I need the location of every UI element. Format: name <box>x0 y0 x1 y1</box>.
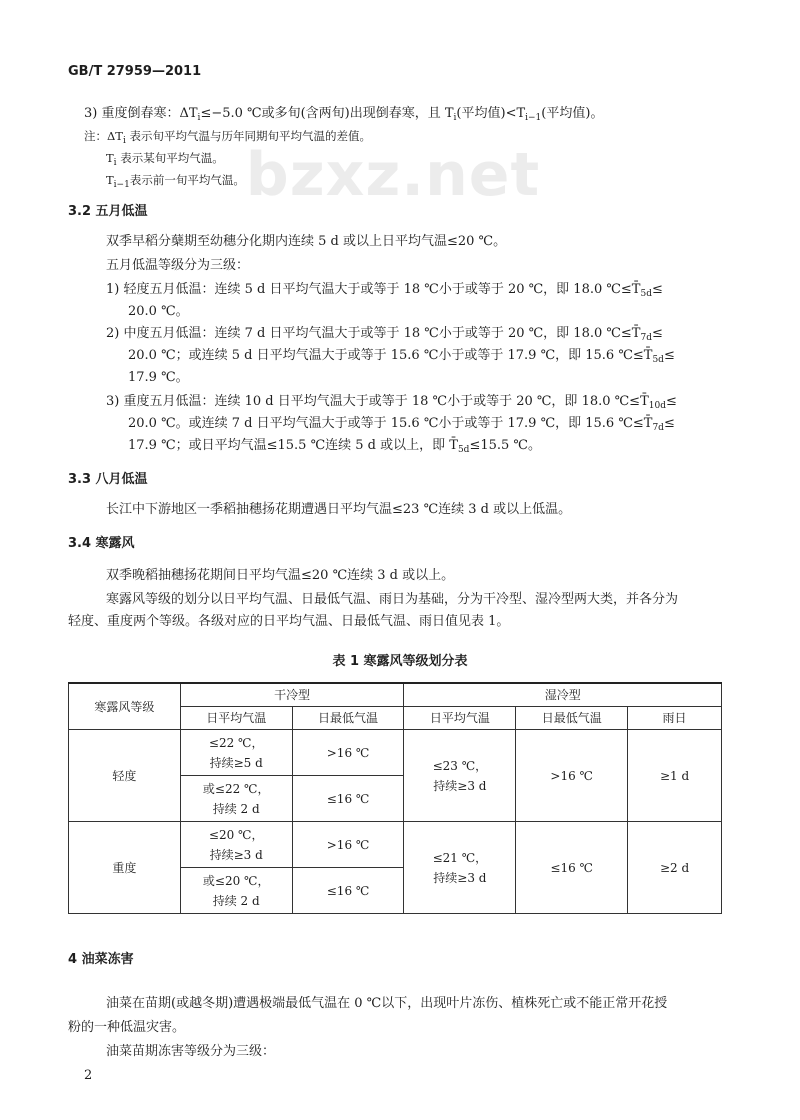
section-3-4-paragraph-1: 双季晚稻抽穗扬花期间日平均气温≤20 ℃连续 3 d 或以上。 <box>106 568 455 583</box>
grade-light: 轻度 <box>69 730 181 822</box>
cold-dew-wind-grade-table <box>68 682 722 914</box>
section-3-2-grades-intro: 五月低温等级分为三级： <box>106 258 250 273</box>
header-rain-days: 雨日 <box>628 707 722 730</box>
may-cold-light-line-2: 20.0 ℃。 <box>128 304 189 319</box>
section-4-paragraph-1-line-1: 油菜在苗期(或越冬期)遭遇极端最低气温在 0 ℃以下，出现叶片冻伤、植株死亡或不能正常开花授 <box>106 996 668 1011</box>
section-4-heading: 4 油菜冻害 <box>68 952 134 967</box>
header-dry-daily-avg: 日平均气温 <box>180 707 292 730</box>
note-line-3: $T_{i-1}$表示前一旬平均气温。 <box>106 173 245 190</box>
standard-code: GB/T 27959—2011 <box>68 64 202 79</box>
may-cold-moderate-line-1: 2) 中度五月低温：连续 7 d 日平均气温大于或等于 18 ℃小于或等于 20 ℃，即 18.0 $℃\le T̄_{7d}\le$ <box>106 326 663 343</box>
header-grade: 寒露风等级 <box>69 683 181 730</box>
section-3-2-heading: 3.2 五月低温 <box>68 204 148 219</box>
may-cold-moderate-line-2: 20.0 ℃；或连续 5 d 日平均气温大于或等于 15.6 ℃小于或等于 17.9 ℃，即 15.6 $℃\le T̄_{5d}\le$ <box>128 348 675 365</box>
heavy-wet-avg: ≤21 ℃， 持续≥3 d <box>404 822 516 914</box>
header-wet-daily-avg: 日平均气温 <box>404 707 516 730</box>
grade-heavy: 重度 <box>69 822 181 914</box>
table-row <box>69 730 722 776</box>
light-dry-avg-2: 或≤22 ℃， 持续 2 d <box>180 776 292 822</box>
heavy-dry-min-1: >16 ℃ <box>292 822 404 868</box>
section-4-paragraph-1-line-2: 粉的一种低温灾害。 <box>68 1020 186 1035</box>
may-cold-severe-line-1: 3) 重度五月低温：连续 10 d 日平均气温大于或等于 18 ℃小于或等于 20 ℃，即 18.0 $℃\le T̄_{10d}\le$ <box>106 394 677 411</box>
section-3-2-paragraph: 双季早稻分蘖期至幼穗分化期内连续 5 d 或以上日平均气温≤20 ℃。 <box>106 234 507 249</box>
note-line-2: $T_i$ 表示某旬平均气温。 <box>106 151 224 168</box>
light-wet-min: >16 ℃ <box>516 730 628 822</box>
section-3-4-paragraph-2-line-2: 轻度、重度两个等级。各级对应的日平均气温、日最低气温、雨日值见表 1。 <box>68 614 510 629</box>
may-cold-severe-line-3: 17.9 ℃；或日平均气温≤15.5 ℃连续 5 d 或以上，即 $T̄_{5d}\le 15.5$ ℃。 <box>128 438 541 455</box>
header-dry-cold: 干冷型 <box>180 683 404 707</box>
may-cold-light-line-1: 1) 轻度五月低温：连续 5 d 日平均气温大于或等于 18 ℃小于或等于 20 ℃，即 18.0 $℃\le T̄_{5d}\le$ <box>106 282 663 299</box>
section-4-paragraph-2: 油菜苗期冻害等级分为三级： <box>106 1044 276 1059</box>
header-wet-daily-min: 日最低气温 <box>516 707 628 730</box>
light-rain-days: ≥1 d <box>628 730 722 822</box>
heavy-dry-min-2: ≤16 ℃ <box>292 868 404 914</box>
section-3-4-heading: 3.4 寒露风 <box>68 536 135 551</box>
heavy-dry-avg-2: 或≤20 ℃， 持续 2 d <box>180 868 292 914</box>
header-dry-daily-min: 日最低气温 <box>292 707 404 730</box>
heavy-rain-days: ≥2 d <box>628 822 722 914</box>
severe-late-spring-cold-item: 3) 重度倒春寒：$\Delta T_i\le-5.0$ ℃或多旬(含两旬)出现倒春寒，且 $T_i$(平均值)$<T_{i-1}$(平均值)。 <box>84 106 604 123</box>
page-number: 2 <box>84 1068 93 1083</box>
watermark: bzxz.net <box>245 140 541 210</box>
light-dry-min-1: >16 ℃ <box>292 730 404 776</box>
note-line-1: 注：$\Delta T_i$ 表示旬平均气温与历年同期旬平均气温的差值。 <box>84 129 372 146</box>
table-row <box>69 822 722 868</box>
light-wet-avg: ≤23 ℃， 持续≥3 d <box>404 730 516 822</box>
light-dry-min-2: ≤16 ℃ <box>292 776 404 822</box>
may-cold-severe-line-2: 20.0 ℃。或连续 7 d 日平均气温大于或等于 15.6 ℃小于或等于 17.9 ℃，即 15.6 $℃\le T̄_{7d}\le$ <box>128 416 675 433</box>
table-caption: 表 1 寒露风等级划分表 <box>332 654 468 669</box>
section-3-4-paragraph-2-line-1: 寒露风等级的划分以日平均气温、日最低气温、雨日为基础，分为干冷型、湿冷型两大类，并各分为 <box>106 592 679 607</box>
heavy-wet-min: ≤16 ℃ <box>516 822 628 914</box>
section-3-3-paragraph: 长江中下游地区一季稻抽穗扬花期遭遇日平均气温≤23 ℃连续 3 d 或以上低温。 <box>106 502 572 517</box>
may-cold-moderate-line-3: 17.9 ℃。 <box>128 370 189 385</box>
section-3-3-heading: 3.3 八月低温 <box>68 472 148 487</box>
header-wet-cold: 湿冷型 <box>404 683 722 707</box>
light-dry-avg-1: ≤22 ℃， 持续≥5 d <box>180 730 292 776</box>
heavy-dry-avg-1: ≤20 ℃， 持续≥3 d <box>180 822 292 868</box>
